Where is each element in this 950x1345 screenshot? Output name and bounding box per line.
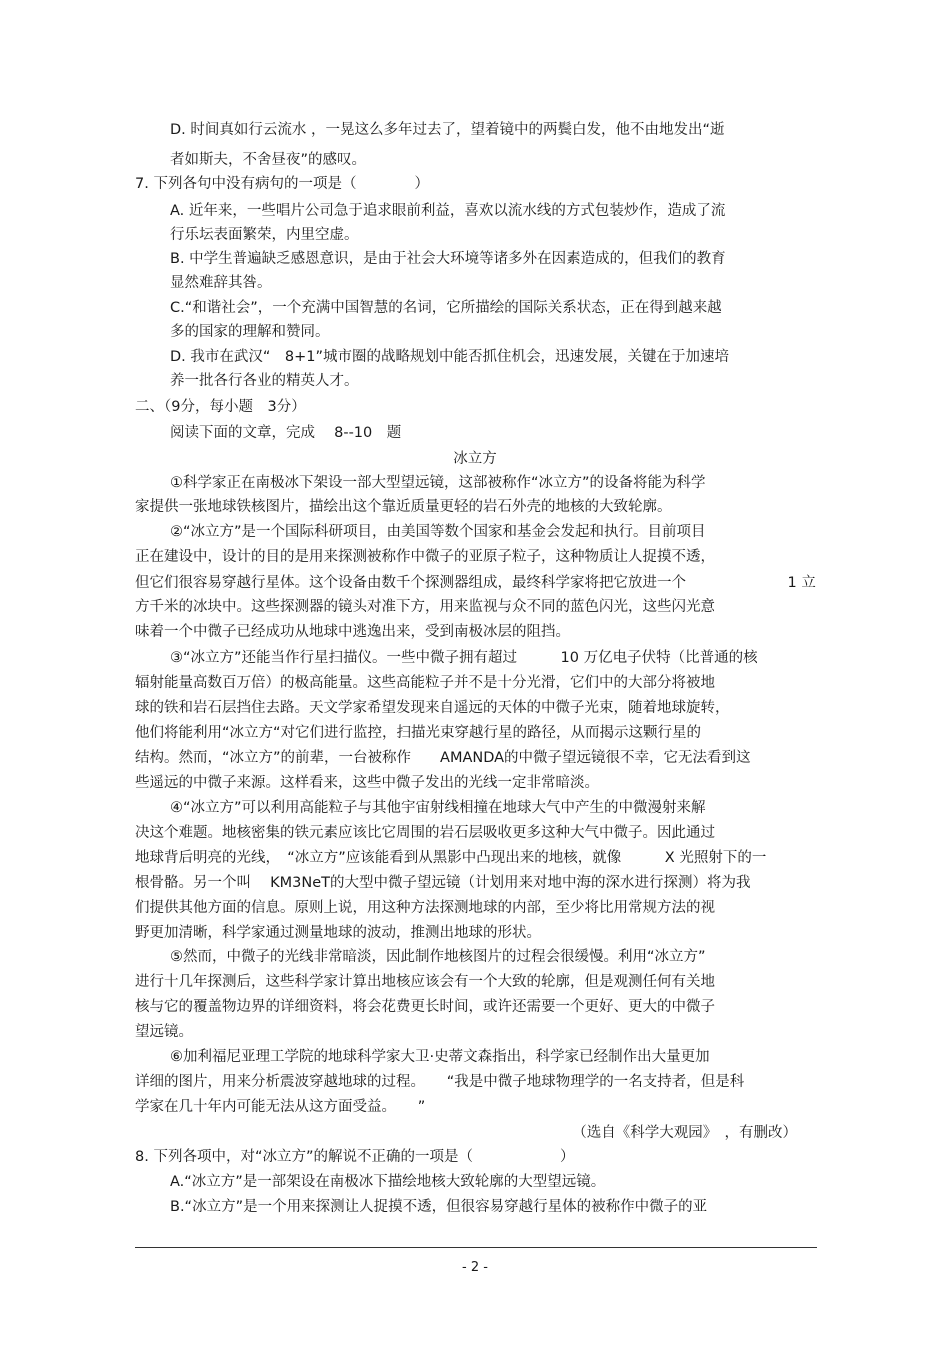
p2-line2: 正在建设中，设计的目的是用来探测被称作中微子的亚原子粒子，这种物质让人捉摸不透， — [135, 549, 715, 565]
option-a-q7-line2: 行乐坛表面繁荣，内里空虚。 — [170, 227, 359, 243]
p4-line5: 们提供其他方面的信息。原则上说，用这种方法探测地球的内部，至少将比用常规方法的视 — [135, 900, 715, 916]
question-7: 7. 下列各句中没有病句的一项是（ ） — [135, 176, 429, 192]
source-note: （选自《科学大观园》 ，有删改） — [572, 1125, 797, 1141]
p4-line1: ④“冰立方”可以利用高能粒子与其他宇宙射线相撞在地球大气中产生的中微漫射来解 — [170, 800, 706, 816]
p4-line4: 根骨骼。另一个叫 KM3NeT的大型中微子望远镜（计划用来对地中海的深水进行探测）将为我 — [135, 875, 751, 891]
option-c-q7-line2: 多的国家的理解和赞同。 — [170, 324, 330, 340]
p3-line6: 些遥远的中微子来源。这样看来，这些中微子发出的光线一定非常暗淡。 — [135, 775, 599, 791]
question-8: 8. 下列各项中，对“冰立方”的解说不正确的一项是（ ） — [135, 1149, 575, 1165]
option-d-q6-line1: D. 时间真如行云流水 ，一晃这么多年过去了，望着镜中的两鬓白发，他不由地发出“逝 — [170, 122, 725, 138]
p2-line5: 味着一个中微子已经成功从地球中逃逸出来，受到南极冰层的阻挡。 — [135, 624, 570, 640]
p3-line3: 球的铁和岩石层挡住去路。天文学家希望发现来自遥远的天体的中微子光束，随着地球旋转， — [135, 700, 730, 716]
section-two-heading: 二、（9分，每小题 3分） — [135, 399, 306, 415]
p4-line3: 地球背后明亮的光线， “冰立方”应该能看到从黑影中凸现出来的地核，就像 X 光照射下的一 — [135, 850, 767, 866]
p3-line1: ③“冰立方”还能当作行星扫描仪。一些中微子拥有超过 10 万亿电子伏特（比普通的核 — [170, 650, 758, 666]
option-a-q7-line1: A. 近年来，一些唱片公司急于追求眼前利益，喜欢以流水线的方式包装炒作，造成了流 — [170, 203, 726, 219]
option-d-q7-line2: 养一批各行各业的精英人才。 — [170, 373, 359, 389]
option-d-q6-line2: 者如斯夫，不舍昼夜”的感叹。 — [170, 152, 367, 168]
p2-line4: 方千米的冰块中。这些探测器的镜头对准下方，用来监视与众不同的蓝色闪光，这些闪光意 — [135, 599, 715, 615]
article-title: 冰立方 — [453, 451, 497, 467]
reading-instruction: 阅读下面的文章，完成 8--10 题 — [170, 425, 402, 441]
option-a-q8: A.“冰立方”是一部架设在南极冰下描绘地核大致轮廓的大型望远镜。 — [170, 1174, 606, 1190]
option-b-q8: B.“冰立方”是一个用来探测让人捉摸不透，但很容易穿越行星体的被称作中微子的亚 — [170, 1199, 708, 1215]
option-d-q7-line1: D. 我市在武汉“ 8+1”城市圈的战略规划中能否抓住机会，迅速发展，关键在于加速培 — [170, 349, 730, 365]
p5-line2: 进行十几年探测后，这些科学家计算出地核应该会有一个大致的轮廓，但是观测任何有关地 — [135, 974, 715, 990]
option-b-q7-line2: 显然难辞其咎。 — [170, 275, 272, 291]
page-number: - 2 - — [462, 1260, 488, 1275]
p4-line6: 野更加清晰，科学家通过测量地球的波动，推测出地球的形状。 — [135, 925, 541, 941]
option-b-q7-line1: B. 中学生普遍缺乏感恩意识，是由于社会大环境等诸多外在因素造成的，但我们的教育 — [170, 251, 726, 267]
p1-line2: 家提供一张地球铁核图片，描绘出这个靠近质量更轻的岩石外壳的地核的大致轮廓。 — [135, 499, 672, 515]
p3-line2: 辐射能量高数百万倍）的极高能量。这些高能粒子并不是十分光滑，它们中的大部分将被地 — [135, 675, 715, 691]
p4-line2: 决这个难题。地核密集的铁元素应该比它周围的岩石层吸收更多这种大气中微子。因此通过 — [135, 825, 715, 841]
p5-line4: 望远镜。 — [135, 1024, 193, 1040]
option-c-q7-line1: C.“和谐社会”，一个充满中国智慧的名词，它所描绘的国际关系状态，正在得到越来越 — [170, 300, 722, 316]
p6-line3: 学家在几十年内可能无法从这方面受益。 ” — [135, 1099, 426, 1115]
footer-rule — [135, 1247, 817, 1248]
p2-line3: 但它们很容易穿越行星体。这个设备由数千个探测器组成，最终科学家将把它放进一个 1 立 — [135, 575, 816, 591]
p2-line1: ②“冰立方”是一个国际科研项目，由美国等数个国家和基金会发起和执行。目前项目 — [170, 524, 706, 540]
p6-line2: 详细的图片，用来分析震波穿越地球的过程。 “我是中微子地球物理学的一名支持者，但是科 — [135, 1074, 745, 1090]
p6-line1: ⑥加利福尼亚理工学院的地球科学家大卫·史蒂文森指出，科学家已经制作出大量更加 — [170, 1049, 710, 1065]
p5-line1: ⑤然而，中微子的光线非常暗淡，因此制作地核图片的过程会很缓慢。利用“冰立方” — [170, 949, 706, 965]
p3-line5: 结构。然而，“冰立方”的前辈，一台被称作 AMANDA的中微子望远镜很不幸，它无法看到这 — [135, 750, 751, 766]
p5-line3: 核与它的覆盖物边界的详细资料，将会花费更长时间，或许还需要一个更好、更大的中微子 — [135, 999, 715, 1015]
p3-line4: 他们将能利用“冰立方“对它们进行监控，扫描光束穿越行星的路径，从而揭示这颗行星的 — [135, 725, 702, 741]
p1-line1: ①科学家正在南极冰下架设一部大型望远镜，这部被称作“冰立方”的设备将能为科学 — [170, 475, 706, 491]
